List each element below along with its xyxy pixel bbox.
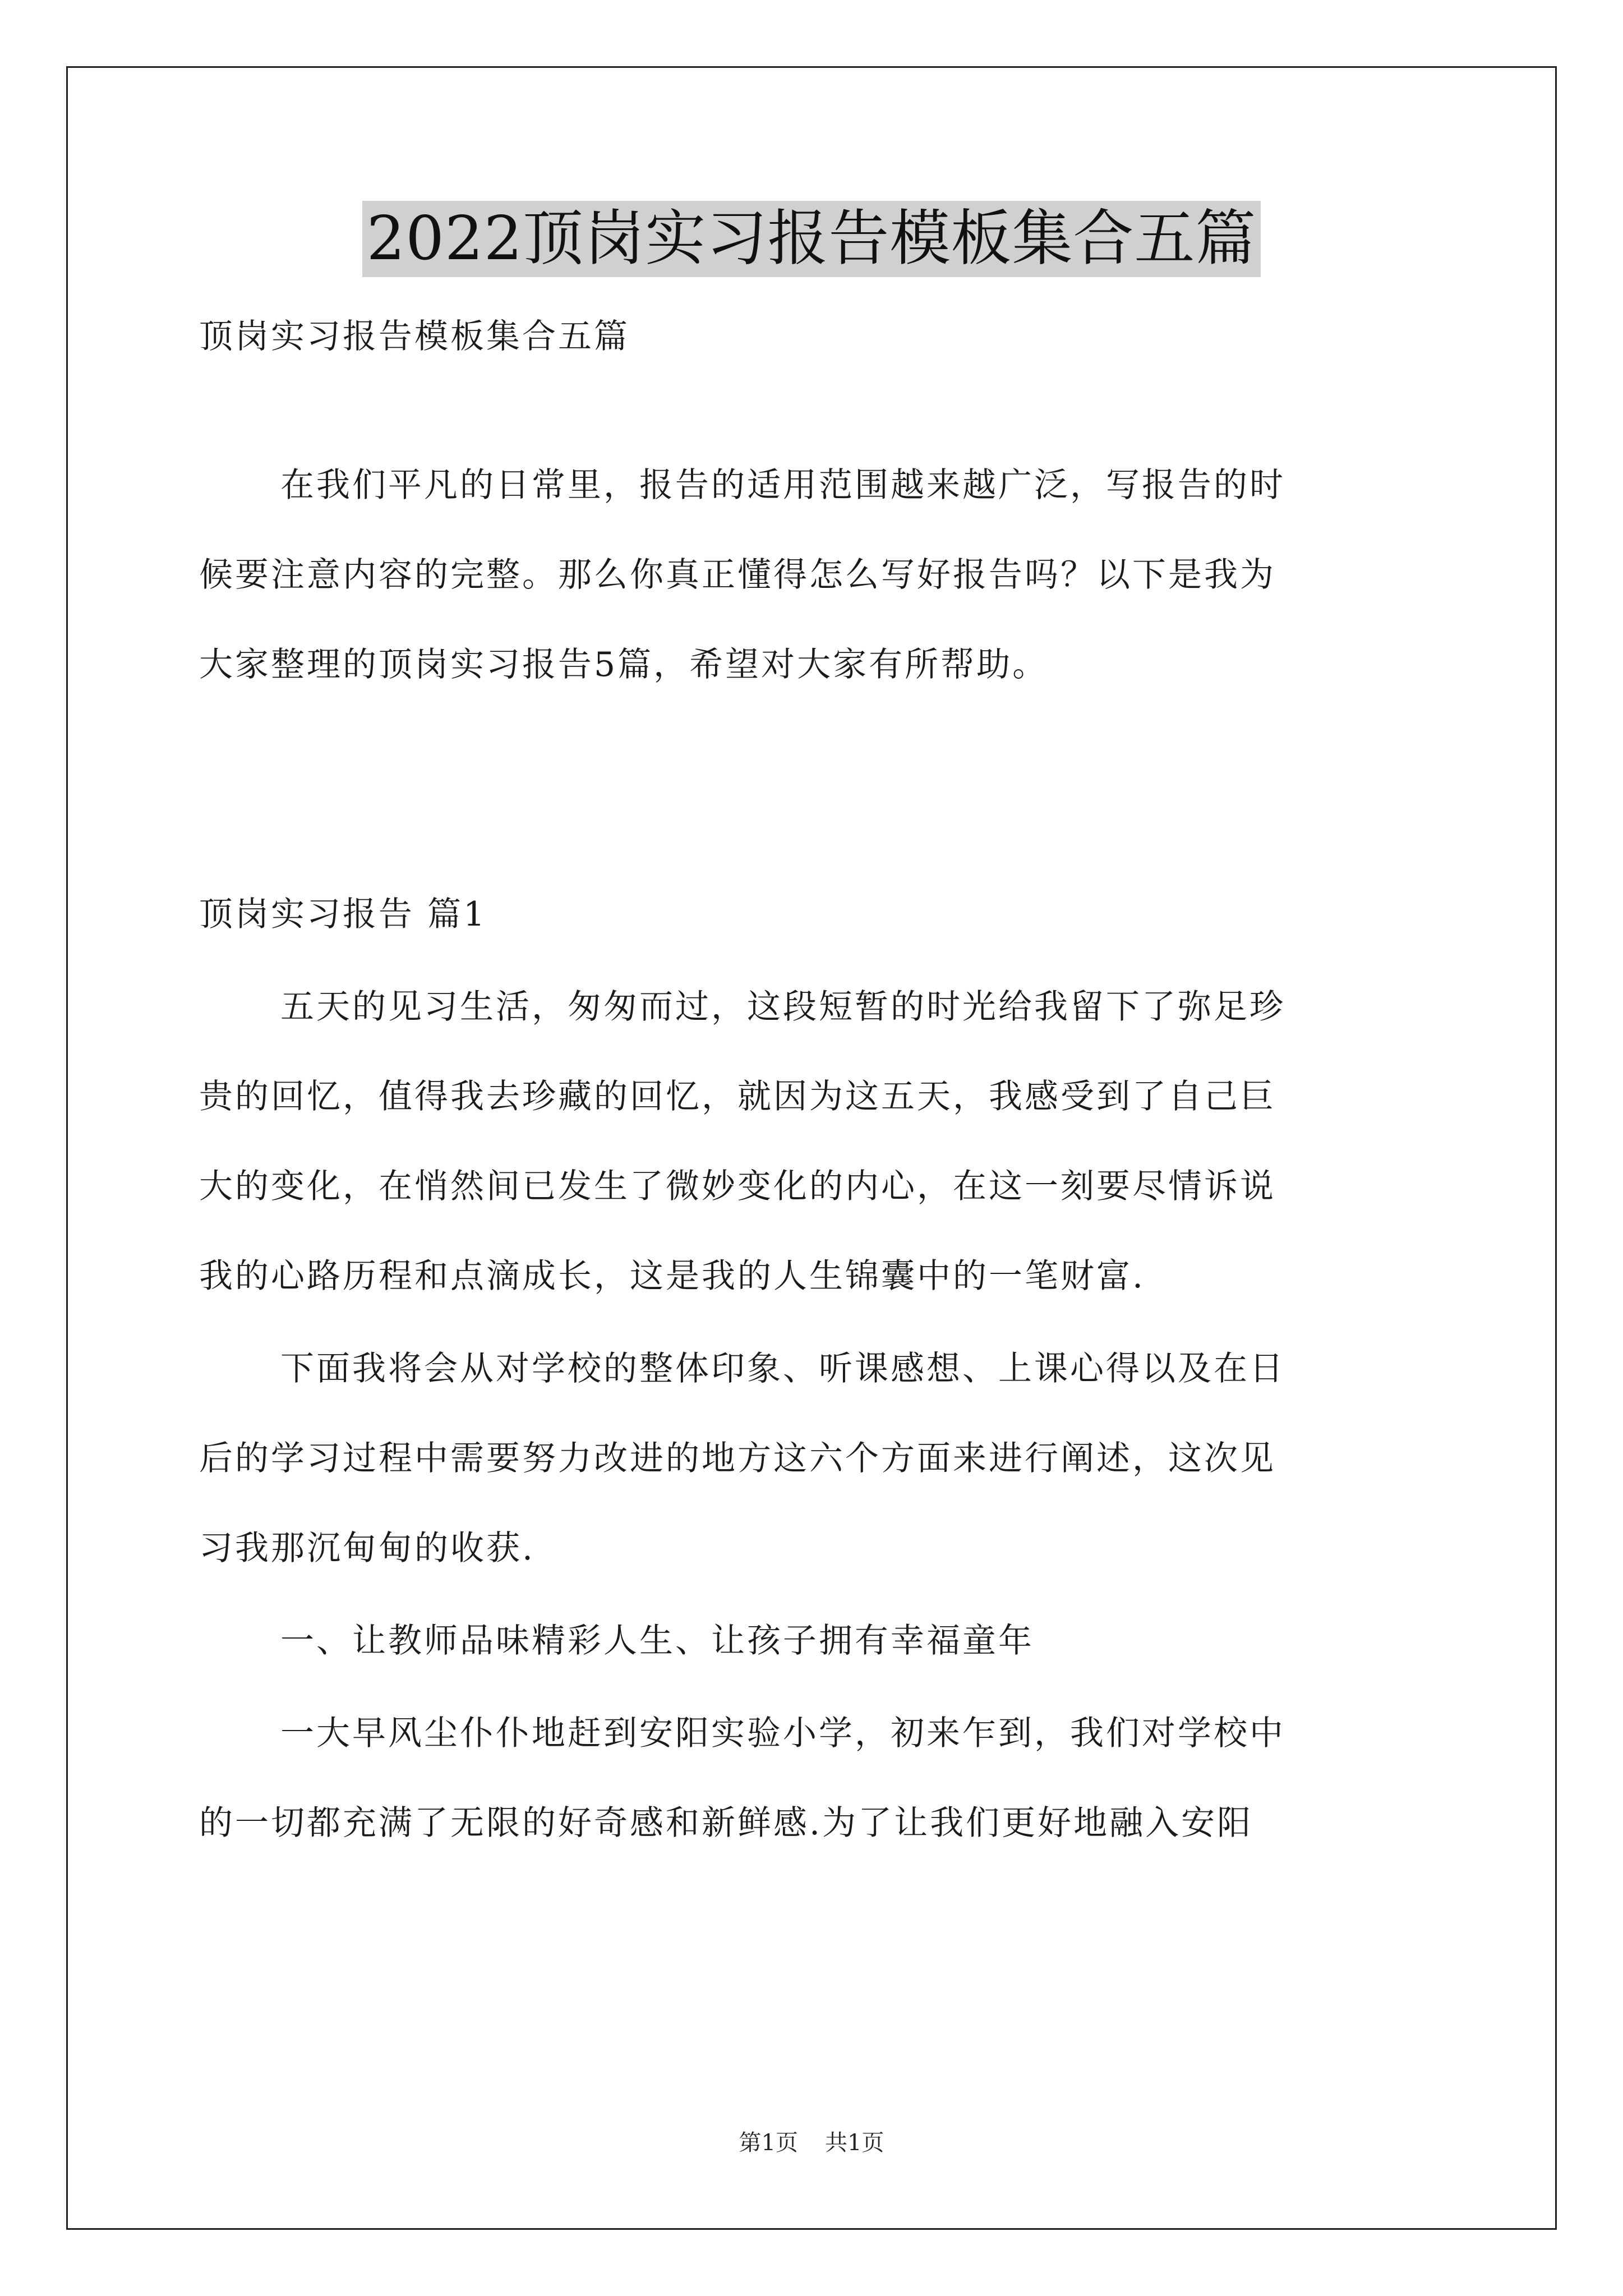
para1-line-2: 贵的回忆，值得我去珍藏的回忆，就因为这五天，我感受到了自己巨 bbox=[199, 1077, 1276, 1116]
para2-line-1: 下面我将会从对学校的整体印象、听课感想、上课心得以及在日 bbox=[280, 1349, 1285, 1388]
para1-line-3: 大的变化，在悄然间已发生了微妙变化的内心，在这一刻要尽情诉说 bbox=[199, 1167, 1276, 1206]
page-number-current: 第1页 bbox=[739, 2130, 798, 2156]
para3-line-1: 一大早风尘仆仆地赶到安阳实验小学，初来乍到，我们对学校中 bbox=[280, 1714, 1285, 1753]
intro-line-1: 在我们平凡的日常里，报告的适用范围越来越广泛，写报告的时 bbox=[280, 466, 1285, 505]
para1-line-1: 五天的见习生活，匆匆而过，这段短暂的时光给我留下了弥足珍 bbox=[280, 987, 1285, 1027]
subheading-line: 一、让教师品味精彩人生、让孩子拥有幸福童年 bbox=[280, 1621, 1034, 1660]
para2-line-2: 后的学习过程中需要努力改进的地方这六个方面来进行阐述，这次见 bbox=[199, 1439, 1276, 1478]
document-title: 2022顶岗实习报告模板集合五篇 bbox=[362, 201, 1261, 277]
intro-line-3: 大家整理的顶岗实习报告5篇，希望对大家有所帮助。 bbox=[199, 645, 1049, 684]
para3-line-2: 的一切都充满了无限的好奇感和新鲜感.为了让我们更好地融入安阳 bbox=[199, 1803, 1253, 1843]
title-container bbox=[0, 201, 1623, 277]
para1-line-4: 我的心路历程和点滴成长，这是我的人生锦囊中的一笔财富. bbox=[199, 1257, 1146, 1296]
para2-line-3: 习我那沉甸甸的收获. bbox=[199, 1529, 536, 1568]
section-heading-1: 顶岗实习报告 篇1 bbox=[199, 895, 487, 934]
page-border bbox=[66, 66, 1557, 2230]
subtitle-line: 顶岗实习报告模板集合五篇 bbox=[199, 317, 630, 356]
page-number-total: 共1页 bbox=[825, 2130, 884, 2156]
intro-line-2: 候要注意内容的完整。那么你真正懂得怎么写好报告吗？以下是我为 bbox=[199, 555, 1276, 595]
page-footer bbox=[0, 2129, 1623, 2157]
